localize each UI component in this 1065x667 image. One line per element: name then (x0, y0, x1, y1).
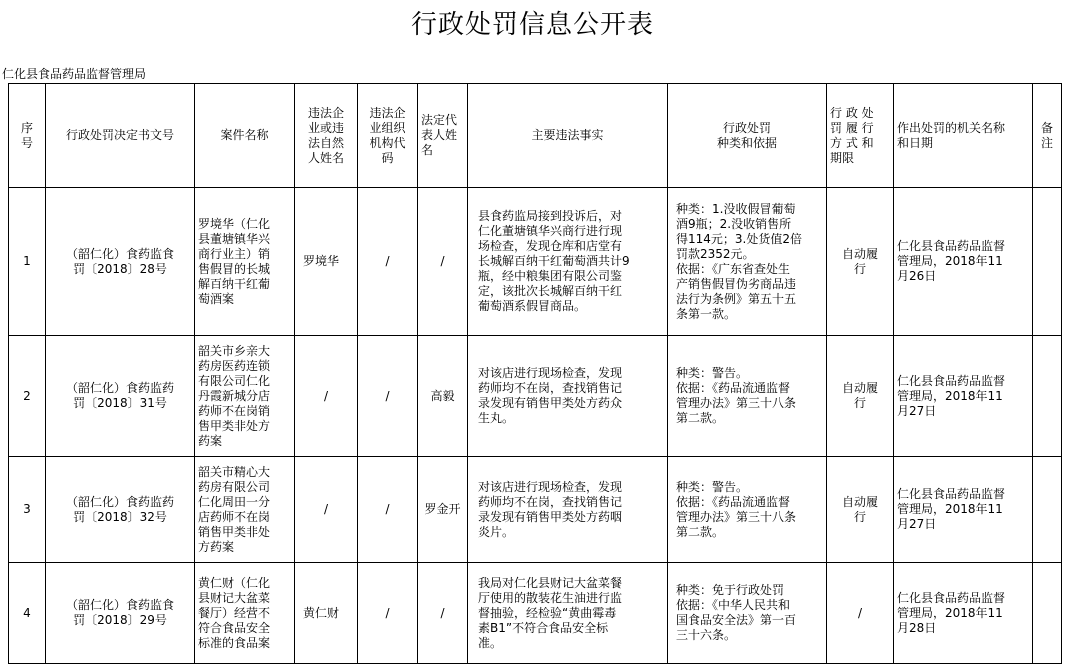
cell-seq: 4 (9, 563, 46, 664)
cell-penalty: 种类：警告。 依据：《药品流通监督 管理办法》第三十八条 第二款。 (668, 336, 827, 457)
cell-doc-no: （韶仁化）食药监食 罚〔2018〕29号 (46, 563, 195, 664)
cell-remark (1033, 336, 1062, 457)
header-org-code: 违法企 业组织 机构代 码 (358, 84, 418, 188)
cell-method: 自动履 行 (827, 457, 894, 563)
header-doc-no: 行政处罚决定书文号 (46, 84, 195, 188)
cell-legal-rep: 罗金开 (418, 457, 468, 563)
cell-org-code: / (358, 457, 418, 563)
cell-seq: 1 (9, 188, 46, 336)
cell-remark (1033, 188, 1062, 336)
cell-facts: 对该店进行现场检查，发现 药师均不在岗，查找销售记 录发现有销售甲类处方药咽 炎片。 (468, 457, 668, 563)
table-row (9, 457, 1062, 563)
table-row (9, 336, 1062, 457)
header-authority: 作出处罚的机关名称 和日期 (894, 84, 1033, 188)
cell-case-name: 韶关市精心大 药房有限公司 仁化周田一分 店药师不在岗 销售甲类非处 方药案 (195, 457, 295, 563)
cell-person: 黄仁财 (295, 563, 358, 664)
cell-doc-no: （韶仁化）食药监药 罚〔2018〕31号 (46, 336, 195, 457)
header-legal-rep: 法定代 表人姓 名 (418, 84, 468, 188)
header-penalty: 行政处罚 种类和依据 (668, 84, 827, 188)
cell-org-code: / (358, 188, 418, 336)
cell-case-name: 黄仁财（仁化 县财记大盆菜 餐厅）经营不 符合食品安全 标准的食品案 (195, 563, 295, 664)
cell-case-name: 罗境华（仁化 县董塘镇华兴 商行业主）销 售假冒的长城 解百纳干红葡 萄酒案 (195, 188, 295, 336)
cell-facts: 我局对仁化县财记大盆菜餐 厅使用的散装花生油进行监 督抽验，经检验“黄曲霉毒 素B1”不符合食品安全标 准。 (468, 563, 668, 664)
penalty-table (8, 83, 1062, 664)
cell-facts: 县食药监局接到投诉后，对 仁化董塘镇华兴商行进行现 场检查，发现仓库和店堂有 长城解百纳干红葡萄酒共计9 瓶，经中粮集团有限公司鉴 定，该批次长城解百纳干红 葡萄酒系假冒商品。 (468, 188, 668, 336)
cell-doc-no: （韶仁化）食药监食 罚〔2018〕28号 (46, 188, 195, 336)
header-facts: 主要违法事实 (468, 84, 668, 188)
cell-legal-rep: / (418, 563, 468, 664)
cell-method: 自动履 行 (827, 336, 894, 457)
cell-org-code: / (358, 336, 418, 457)
agency-name: 仁化县食品药品监督管理局 (2, 67, 147, 81)
cell-penalty: 种类：1.没收假冒葡萄 酒9瓶；2.没收销售所 得114元；3.处货值2倍 罚款2352元。 依据：《广东省查处生 产销售假冒伪劣商品违 法行为条例》第五十五 条第一款。 (668, 188, 827, 336)
cell-case-name: 韶关市乡亲大 药房医药连锁 有限公司仁化 丹霞新城分店 药师不在岗销 售甲类非处方 药案 (195, 336, 295, 457)
cell-person: / (295, 336, 358, 457)
page-title: 行政处罚信息公开表 (410, 10, 654, 40)
cell-authority: 仁化县食品药品监督 管理局，2018年11 月26日 (894, 188, 1033, 336)
cell-org-code: / (358, 563, 418, 664)
cell-remark (1033, 457, 1062, 563)
cell-doc-no: （韶仁化）食药监药 罚〔2018〕32号 (46, 457, 195, 563)
header-seq: 序 号 (9, 84, 46, 188)
cell-authority: 仁化县食品药品监督 管理局，2018年11 月28日 (894, 563, 1033, 664)
header-remark: 备 注 (1033, 84, 1062, 188)
cell-seq: 2 (9, 336, 46, 457)
header-method: 行 政 处 罚 履 行 方 式 和 期限 (827, 84, 894, 188)
cell-seq: 3 (9, 457, 46, 563)
cell-person: 罗境华 (295, 188, 358, 336)
cell-remark (1033, 563, 1062, 664)
cell-authority: 仁化县食品药品监督 管理局，2018年11 月27日 (894, 336, 1033, 457)
cell-penalty: 种类：警告。 依据：《药品流通监督 管理办法》第三十八条 第二款。 (668, 457, 827, 563)
cell-penalty: 种类：免于行政处罚 依据：《中华人民共和 国食品安全法》第一百 三十六条。 (668, 563, 827, 664)
table-header-row (9, 84, 1062, 188)
table-row (9, 563, 1062, 664)
cell-authority: 仁化县食品药品监督 管理局，2018年11 月27日 (894, 457, 1033, 563)
cell-person: / (295, 457, 358, 563)
header-person: 违法企 业或违 法自然 人姓名 (295, 84, 358, 188)
cell-facts: 对该店进行现场检查，发现 药师均不在岗，查找销售记 录发现有销售甲类处方药众 生丸。 (468, 336, 668, 457)
cell-method: / (827, 563, 894, 664)
header-case-name: 案件名称 (195, 84, 295, 188)
table-row (9, 188, 1062, 336)
cell-method: 自动履 行 (827, 188, 894, 336)
cell-legal-rep: 高毅 (418, 336, 468, 457)
cell-legal-rep: / (418, 188, 468, 336)
